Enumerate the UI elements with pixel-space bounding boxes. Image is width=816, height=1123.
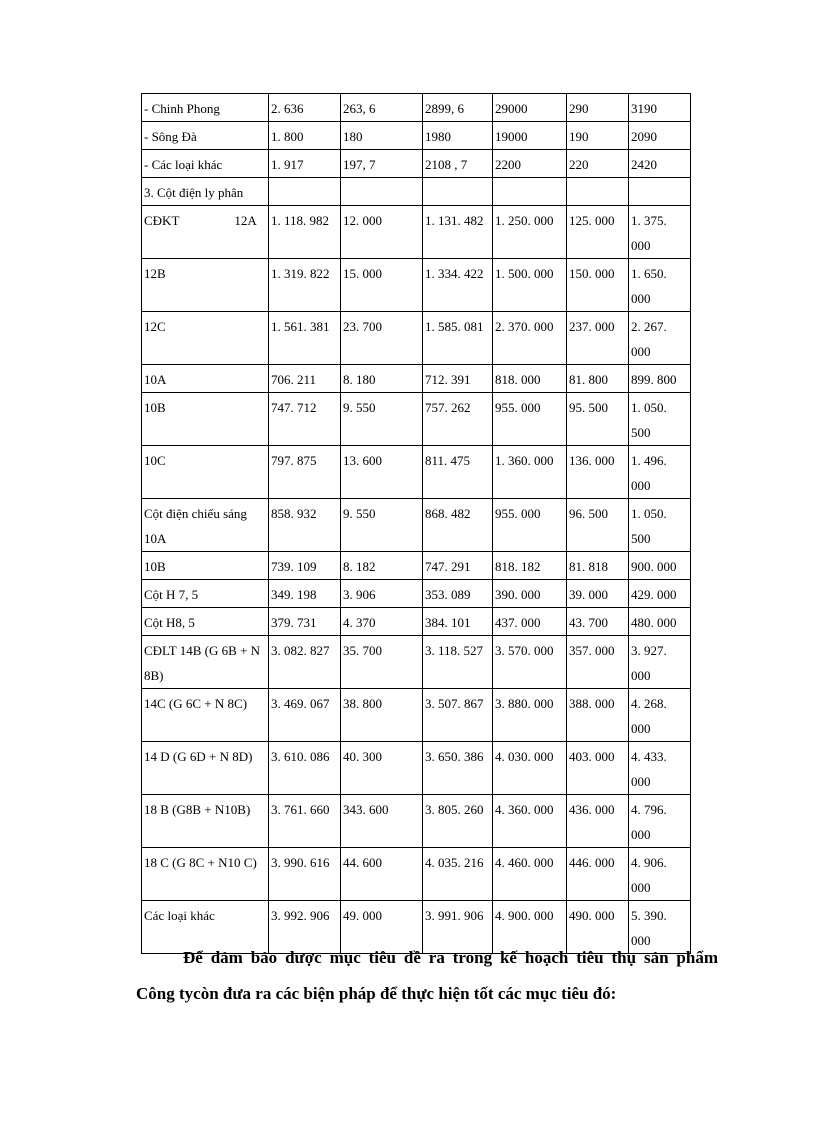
table-cell: 1. 496. 000 <box>629 446 691 499</box>
row-label: - Chinh Phong <box>142 94 269 122</box>
table-row <box>142 552 691 580</box>
row-label: Các loại khác <box>142 901 269 954</box>
table-cell: 2200 <box>493 150 567 178</box>
table-cell: 4. 433. 000 <box>629 742 691 795</box>
table-cell: 4. 035. 216 <box>423 848 493 901</box>
table-cell: 3. 990. 616 <box>269 848 341 901</box>
table-cell: 263, 6 <box>341 94 423 122</box>
table-cell: 1. 500. 000 <box>493 259 567 312</box>
table-cell: 43. 700 <box>567 608 629 636</box>
table-row <box>142 580 691 608</box>
table-row <box>142 795 691 848</box>
table-cell <box>567 178 629 206</box>
row-label: 14C (G 6C + N 8C) <box>142 689 269 742</box>
table-cell: 3. 082. 827 <box>269 636 341 689</box>
table-cell: 747. 291 <box>423 552 493 580</box>
table-cell: 2. 267. 000 <box>629 312 691 365</box>
row-label: 3. Cột điện ly phân <box>142 178 269 206</box>
table-cell: 13. 600 <box>341 446 423 499</box>
row-label: 10B <box>142 393 269 446</box>
table-row <box>142 94 691 122</box>
table-cell: 403. 000 <box>567 742 629 795</box>
table-cell: 29000 <box>493 94 567 122</box>
table-cell: 23. 700 <box>341 312 423 365</box>
table-cell: 1980 <box>423 122 493 150</box>
row-label: 18 C (G 8C + N10 C) <box>142 848 269 901</box>
table-cell: 1. 360. 000 <box>493 446 567 499</box>
table-cell: 747. 712 <box>269 393 341 446</box>
table-cell: 4. 796. 000 <box>629 795 691 848</box>
table-cell: 388. 000 <box>567 689 629 742</box>
body-paragraph <box>136 940 718 1012</box>
table-cell: 96. 500 <box>567 499 629 552</box>
row-label: Cột H8, 5 <box>142 608 269 636</box>
table-cell: 357. 000 <box>567 636 629 689</box>
table-cell: 1. 800 <box>269 122 341 150</box>
table-cell: 39. 000 <box>567 580 629 608</box>
table-cell: 4. 030. 000 <box>493 742 567 795</box>
table-cell: 3. 906 <box>341 580 423 608</box>
row-label: 12B <box>142 259 269 312</box>
product-plan-table <box>141 93 691 954</box>
table-cell: 180 <box>341 122 423 150</box>
table-cell: 4. 460. 000 <box>493 848 567 901</box>
table-cell: 1. 650. 000 <box>629 259 691 312</box>
table-cell: 712. 391 <box>423 365 493 393</box>
table-cell: 868. 482 <box>423 499 493 552</box>
row-label: - Sông Đà <box>142 122 269 150</box>
table-row <box>142 122 691 150</box>
table-cell: 955. 000 <box>493 393 567 446</box>
paragraph-line-2: Công tycòn đưa ra các biện pháp để thực hiện tốt các mục tiêu đó: <box>136 984 617 1003</box>
table-cell: 955. 000 <box>493 499 567 552</box>
table-cell: 49. 000 <box>341 901 423 954</box>
table-row <box>142 848 691 901</box>
table-cell: 2. 636 <box>269 94 341 122</box>
table-row <box>142 206 691 259</box>
table-cell <box>269 178 341 206</box>
table-cell: 190 <box>567 122 629 150</box>
table-row <box>142 150 691 178</box>
table-cell: 797. 875 <box>269 446 341 499</box>
table-row <box>142 259 691 312</box>
table-cell: 150. 000 <box>567 259 629 312</box>
table-row <box>142 446 691 499</box>
table-cell: 379. 731 <box>269 608 341 636</box>
table-cell: 1. 917 <box>269 150 341 178</box>
table-cell: 757. 262 <box>423 393 493 446</box>
table-cell: 818. 000 <box>493 365 567 393</box>
table-cell: 4. 906. 000 <box>629 848 691 901</box>
table-cell: 2420 <box>629 150 691 178</box>
table-cell: 1. 050. 500 <box>629 499 691 552</box>
paragraph-line-1: Để đảm bảo được mục tiêu đề ra trong kế hoạch tiêu thụ sản phẩm <box>183 948 718 967</box>
table-cell: 3. 992. 906 <box>269 901 341 954</box>
table-cell: 290 <box>567 94 629 122</box>
table-cell: 220 <box>567 150 629 178</box>
row-label: 10C <box>142 446 269 499</box>
table-cell: 197, 7 <box>341 150 423 178</box>
table-cell: 1. 334. 422 <box>423 259 493 312</box>
table-row <box>142 499 691 552</box>
table-row <box>142 365 691 393</box>
table-cell: 343. 600 <box>341 795 423 848</box>
table-cell: 1. 131. 482 <box>423 206 493 259</box>
table-cell <box>341 178 423 206</box>
row-label: 12C <box>142 312 269 365</box>
table-row <box>142 393 691 446</box>
table-cell: 40. 300 <box>341 742 423 795</box>
table-cell <box>629 178 691 206</box>
table-cell: 390. 000 <box>493 580 567 608</box>
table-cell: 3. 991. 906 <box>423 901 493 954</box>
table-cell: 1. 585. 081 <box>423 312 493 365</box>
table-cell: 353. 089 <box>423 580 493 608</box>
table-cell: 858. 932 <box>269 499 341 552</box>
table-cell: 2899, 6 <box>423 94 493 122</box>
table-cell <box>423 178 493 206</box>
row-label: CĐLT 14B (G 6B + N 8B) <box>142 636 269 689</box>
table-cell: 2108 , 7 <box>423 150 493 178</box>
table-cell: 3. 927. 000 <box>629 636 691 689</box>
table-cell: 5. 390. 000 <box>629 901 691 954</box>
table-cell: 446. 000 <box>567 848 629 901</box>
table-cell: 429. 000 <box>629 580 691 608</box>
table-cell: 3. 469. 067 <box>269 689 341 742</box>
table-cell: 8. 180 <box>341 365 423 393</box>
table-cell: 384. 101 <box>423 608 493 636</box>
table-cell: 436. 000 <box>567 795 629 848</box>
table-cell: 3190 <box>629 94 691 122</box>
table-row <box>142 742 691 795</box>
table-cell: 9. 550 <box>341 393 423 446</box>
table-cell: 2090 <box>629 122 691 150</box>
table-cell: 2. 370. 000 <box>493 312 567 365</box>
table-cell: 3. 570. 000 <box>493 636 567 689</box>
table-cell: 349. 198 <box>269 580 341 608</box>
table-cell: 125. 000 <box>567 206 629 259</box>
table-cell: 3. 650. 386 <box>423 742 493 795</box>
table-cell: 1. 561. 381 <box>269 312 341 365</box>
table-cell: 44. 600 <box>341 848 423 901</box>
table-cell: 1. 050. 500 <box>629 393 691 446</box>
table-cell: 1. 375. 000 <box>629 206 691 259</box>
row-label: 14 D (G 6D + N 8D) <box>142 742 269 795</box>
table-cell: 1. 118. 982 <box>269 206 341 259</box>
table-row <box>142 636 691 689</box>
table-cell: 237. 000 <box>567 312 629 365</box>
row-label: 10A <box>142 365 269 393</box>
table-cell <box>493 178 567 206</box>
row-label: CĐKT 12A <box>142 206 269 259</box>
row-label: 10B <box>142 552 269 580</box>
table-row <box>142 312 691 365</box>
table-cell: 35. 700 <box>341 636 423 689</box>
table-cell: 3. 118. 527 <box>423 636 493 689</box>
table-cell: 818. 182 <box>493 552 567 580</box>
table-body <box>142 94 691 954</box>
table-cell: 4. 370 <box>341 608 423 636</box>
row-label: Cột H 7, 5 <box>142 580 269 608</box>
table-cell: 437. 000 <box>493 608 567 636</box>
table-cell: 81. 800 <box>567 365 629 393</box>
table-cell: 38. 800 <box>341 689 423 742</box>
table-cell: 19000 <box>493 122 567 150</box>
table-cell: 3. 805. 260 <box>423 795 493 848</box>
table-cell: 4. 900. 000 <box>493 901 567 954</box>
table-cell: 3. 610. 086 <box>269 742 341 795</box>
table-cell: 15. 000 <box>341 259 423 312</box>
table-cell: 480. 000 <box>629 608 691 636</box>
table-row <box>142 178 691 206</box>
table-cell: 1. 250. 000 <box>493 206 567 259</box>
table-cell: 1. 319. 822 <box>269 259 341 312</box>
table-row <box>142 608 691 636</box>
table-cell: 81. 818 <box>567 552 629 580</box>
table-row <box>142 689 691 742</box>
row-label: Cột điện chiếu sáng 10A <box>142 499 269 552</box>
row-label: - Các loại khác <box>142 150 269 178</box>
table-cell: 8. 182 <box>341 552 423 580</box>
table-cell: 3. 761. 660 <box>269 795 341 848</box>
table-cell: 811. 475 <box>423 446 493 499</box>
table-cell: 3. 507. 867 <box>423 689 493 742</box>
table-cell: 12. 000 <box>341 206 423 259</box>
table-cell: 739. 109 <box>269 552 341 580</box>
table-cell: 3. 880. 000 <box>493 689 567 742</box>
table-cell: 900. 000 <box>629 552 691 580</box>
table-cell: 4. 268. 000 <box>629 689 691 742</box>
row-label: 18 B (G8B + N10B) <box>142 795 269 848</box>
table-cell: 4. 360. 000 <box>493 795 567 848</box>
table-cell: 490. 000 <box>567 901 629 954</box>
table-cell: 706. 211 <box>269 365 341 393</box>
table-cell: 9. 550 <box>341 499 423 552</box>
table-cell: 95. 500 <box>567 393 629 446</box>
table-cell: 899. 800 <box>629 365 691 393</box>
table-cell: 136. 000 <box>567 446 629 499</box>
